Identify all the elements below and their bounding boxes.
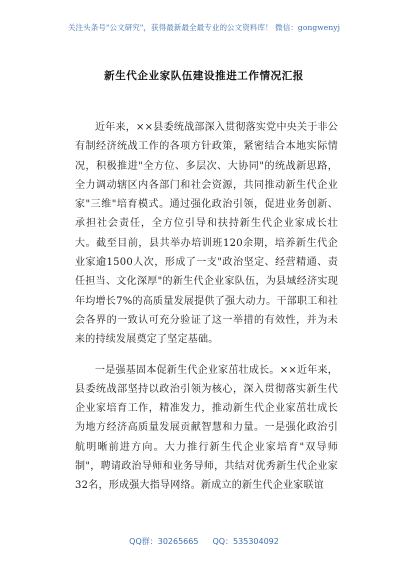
document-title: 新生代企业家队伍建设推进工作情况汇报: [104, 70, 304, 82]
qq-contact-text: QQ：535304092: [212, 537, 279, 546]
qq-group-text: QQ群：30265665: [129, 537, 199, 546]
body-paragraph: 近年来，××县委统战部深入贯彻落实党中央关于非公有制经济统战工作的各项方针政策，紧密结合本地实际情况，积极推进"全方位、多层次、大协同"的统战新思路，全力调动辖区内各部门和社会资源，共同推动新生代企业家"三维"培育模式。通过强化政治引领，促进业务创新、承担社会责任，全方位引导和扶持新生代企业家成长壮大。截至目前，县共举办培训班120余期，培养新生代企业家逾1500人次，形成了一支"政治坚定、经营精通、责任担当、文化深厚"的新生代企业家队伍，为县域经济实现年均增长7%的高质量发展提供了强大动力。干部职工和社会各界的一致认可充分验证了这一举措的有效性，并为未来的持续发展奠定了坚定基础。: [75, 122, 338, 346]
body-paragraph: 一是强基固本促新生代企业家茁壮成长。××近年来，县委统战部坚持以政治引领为核心，深入贯彻落实新生代企业家培育工作，精准发力，推动新生代企业家茁壮成长为地方经济高质量发展贡献智慧和力量。一是强化政治引航明晰前进方向。大力推行新生代企业家培育"双导师制"，聘请政治导师和业务导师，共结对优秀新生代企业家32名，形成强大指导网络。新成立的新生代企业家联谊: [75, 364, 338, 492]
document-body: [75, 118, 338, 507]
promo-banner: 关注头条号"公文研究"，获得最新最全最专业的公文资料库！ 微信：gongwenyj: [67, 23, 341, 32]
contact-footer: [0, 536, 408, 547]
